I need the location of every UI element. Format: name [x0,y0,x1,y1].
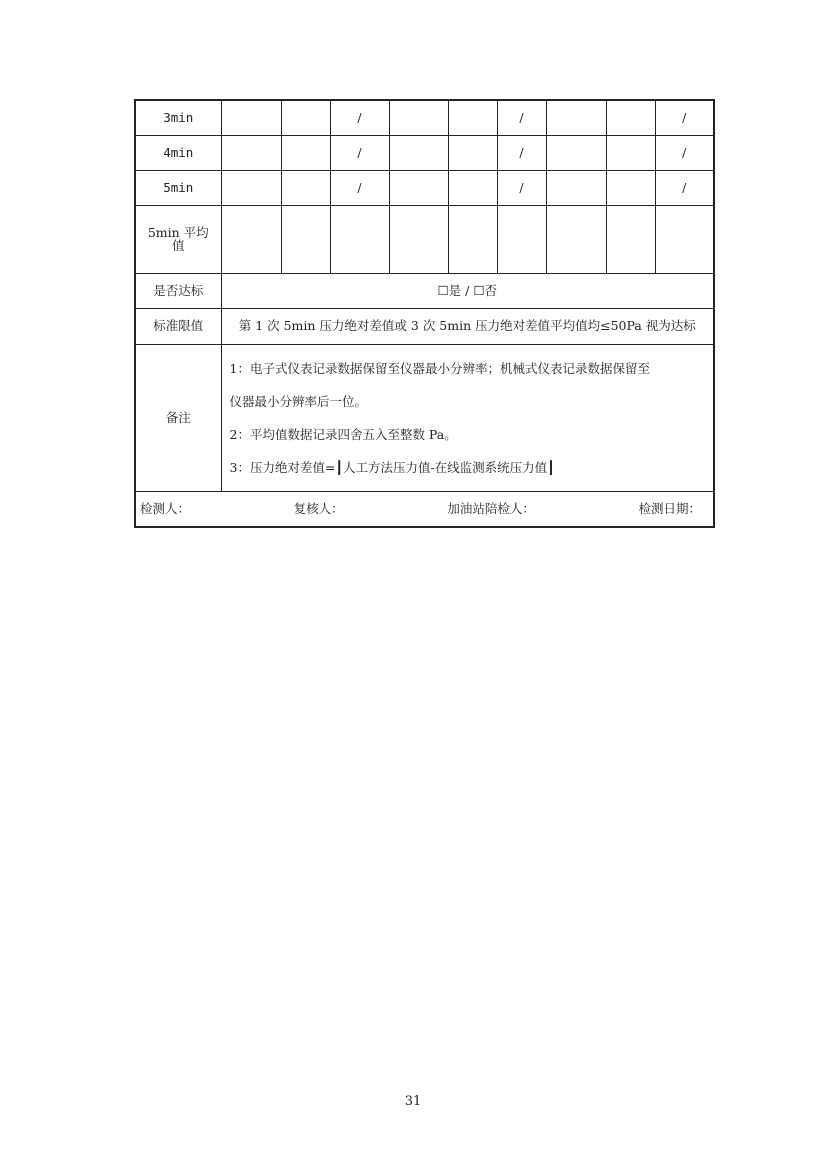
data-cell: / [330,171,389,206]
data-cell [281,136,330,171]
notes-content [221,345,714,492]
data-cell [221,100,281,136]
signature-row [136,500,713,516]
inspector-label: 检测人： [140,500,191,516]
data-cell: / [497,171,546,206]
row-pass [135,274,714,309]
data-cell [606,171,655,206]
row-5min [135,171,714,206]
data-cell [330,206,389,274]
data-cell [448,206,497,274]
data-cell [546,206,606,274]
data-cell [221,171,281,206]
inspection-date-label: 检测日期： [638,500,701,516]
reviewer-label: 复核人： [293,500,344,516]
data-cell: / [497,100,546,136]
row-label: 4min [135,136,221,171]
data-cell [281,100,330,136]
row-signatures [135,492,714,528]
data-cell [655,206,714,274]
data-cell [281,171,330,206]
data-cell: / [330,136,389,171]
row-label: 5min [135,171,221,206]
data-cell [606,206,655,274]
note-line-2: 仪器最小分辨率后一位。 [229,394,368,409]
row-3min [135,100,714,136]
limit-value: 第 1 次 5min 压力绝对差值或 3 次 5min 压力绝对差值平均值均≤50Pa 视为达标 [221,309,714,345]
data-cell: / [655,171,714,206]
note-line-1: 1：电子式仪表记录数据保留至仪器最小分辨率；机械式仪表记录数据保留至 [229,361,650,376]
limit-label: 标准限值 [135,309,221,345]
data-cell [389,136,448,171]
signature-cell [135,492,714,528]
data-cell: / [655,136,714,171]
note-line-4: 3：压力绝对差值=┃人工方法压力值-在线监测系统压力值┃ [229,460,555,475]
test-record-table [134,99,715,528]
data-cell: / [330,100,389,136]
pass-checkbox-options[interactable]: ☐是 / ☐否 [221,274,714,309]
page-number: 31 [404,1094,422,1109]
pass-label: 是否达标 [135,274,221,309]
data-cell [281,206,330,274]
data-cell [389,206,448,274]
data-cell [389,100,448,136]
average-label-line-1: 5min 平均 [147,225,209,240]
station-escort-label: 加油站陪检人： [447,500,535,516]
data-cell [221,136,281,171]
average-label [135,206,221,274]
row-notes [135,345,714,492]
data-cell [221,206,281,274]
data-cell [606,136,655,171]
data-cell: / [655,100,714,136]
note-line-3: 2：平均值数据记录四舍五入至整数 Pa。 [229,427,457,442]
data-cell: / [497,136,546,171]
average-label-line-2: 值 [171,237,185,253]
row-label: 3min [135,100,221,136]
data-cell [546,171,606,206]
row-4min [135,136,714,171]
row-limit [135,309,714,345]
notes-label: 备注 [135,345,221,492]
data-cell [448,100,497,136]
data-cell [448,171,497,206]
data-cell [448,136,497,171]
row-5min-average [135,206,714,274]
data-cell [389,171,448,206]
data-cell [546,100,606,136]
data-cell [497,206,546,274]
data-cell [546,136,606,171]
data-cell [606,100,655,136]
